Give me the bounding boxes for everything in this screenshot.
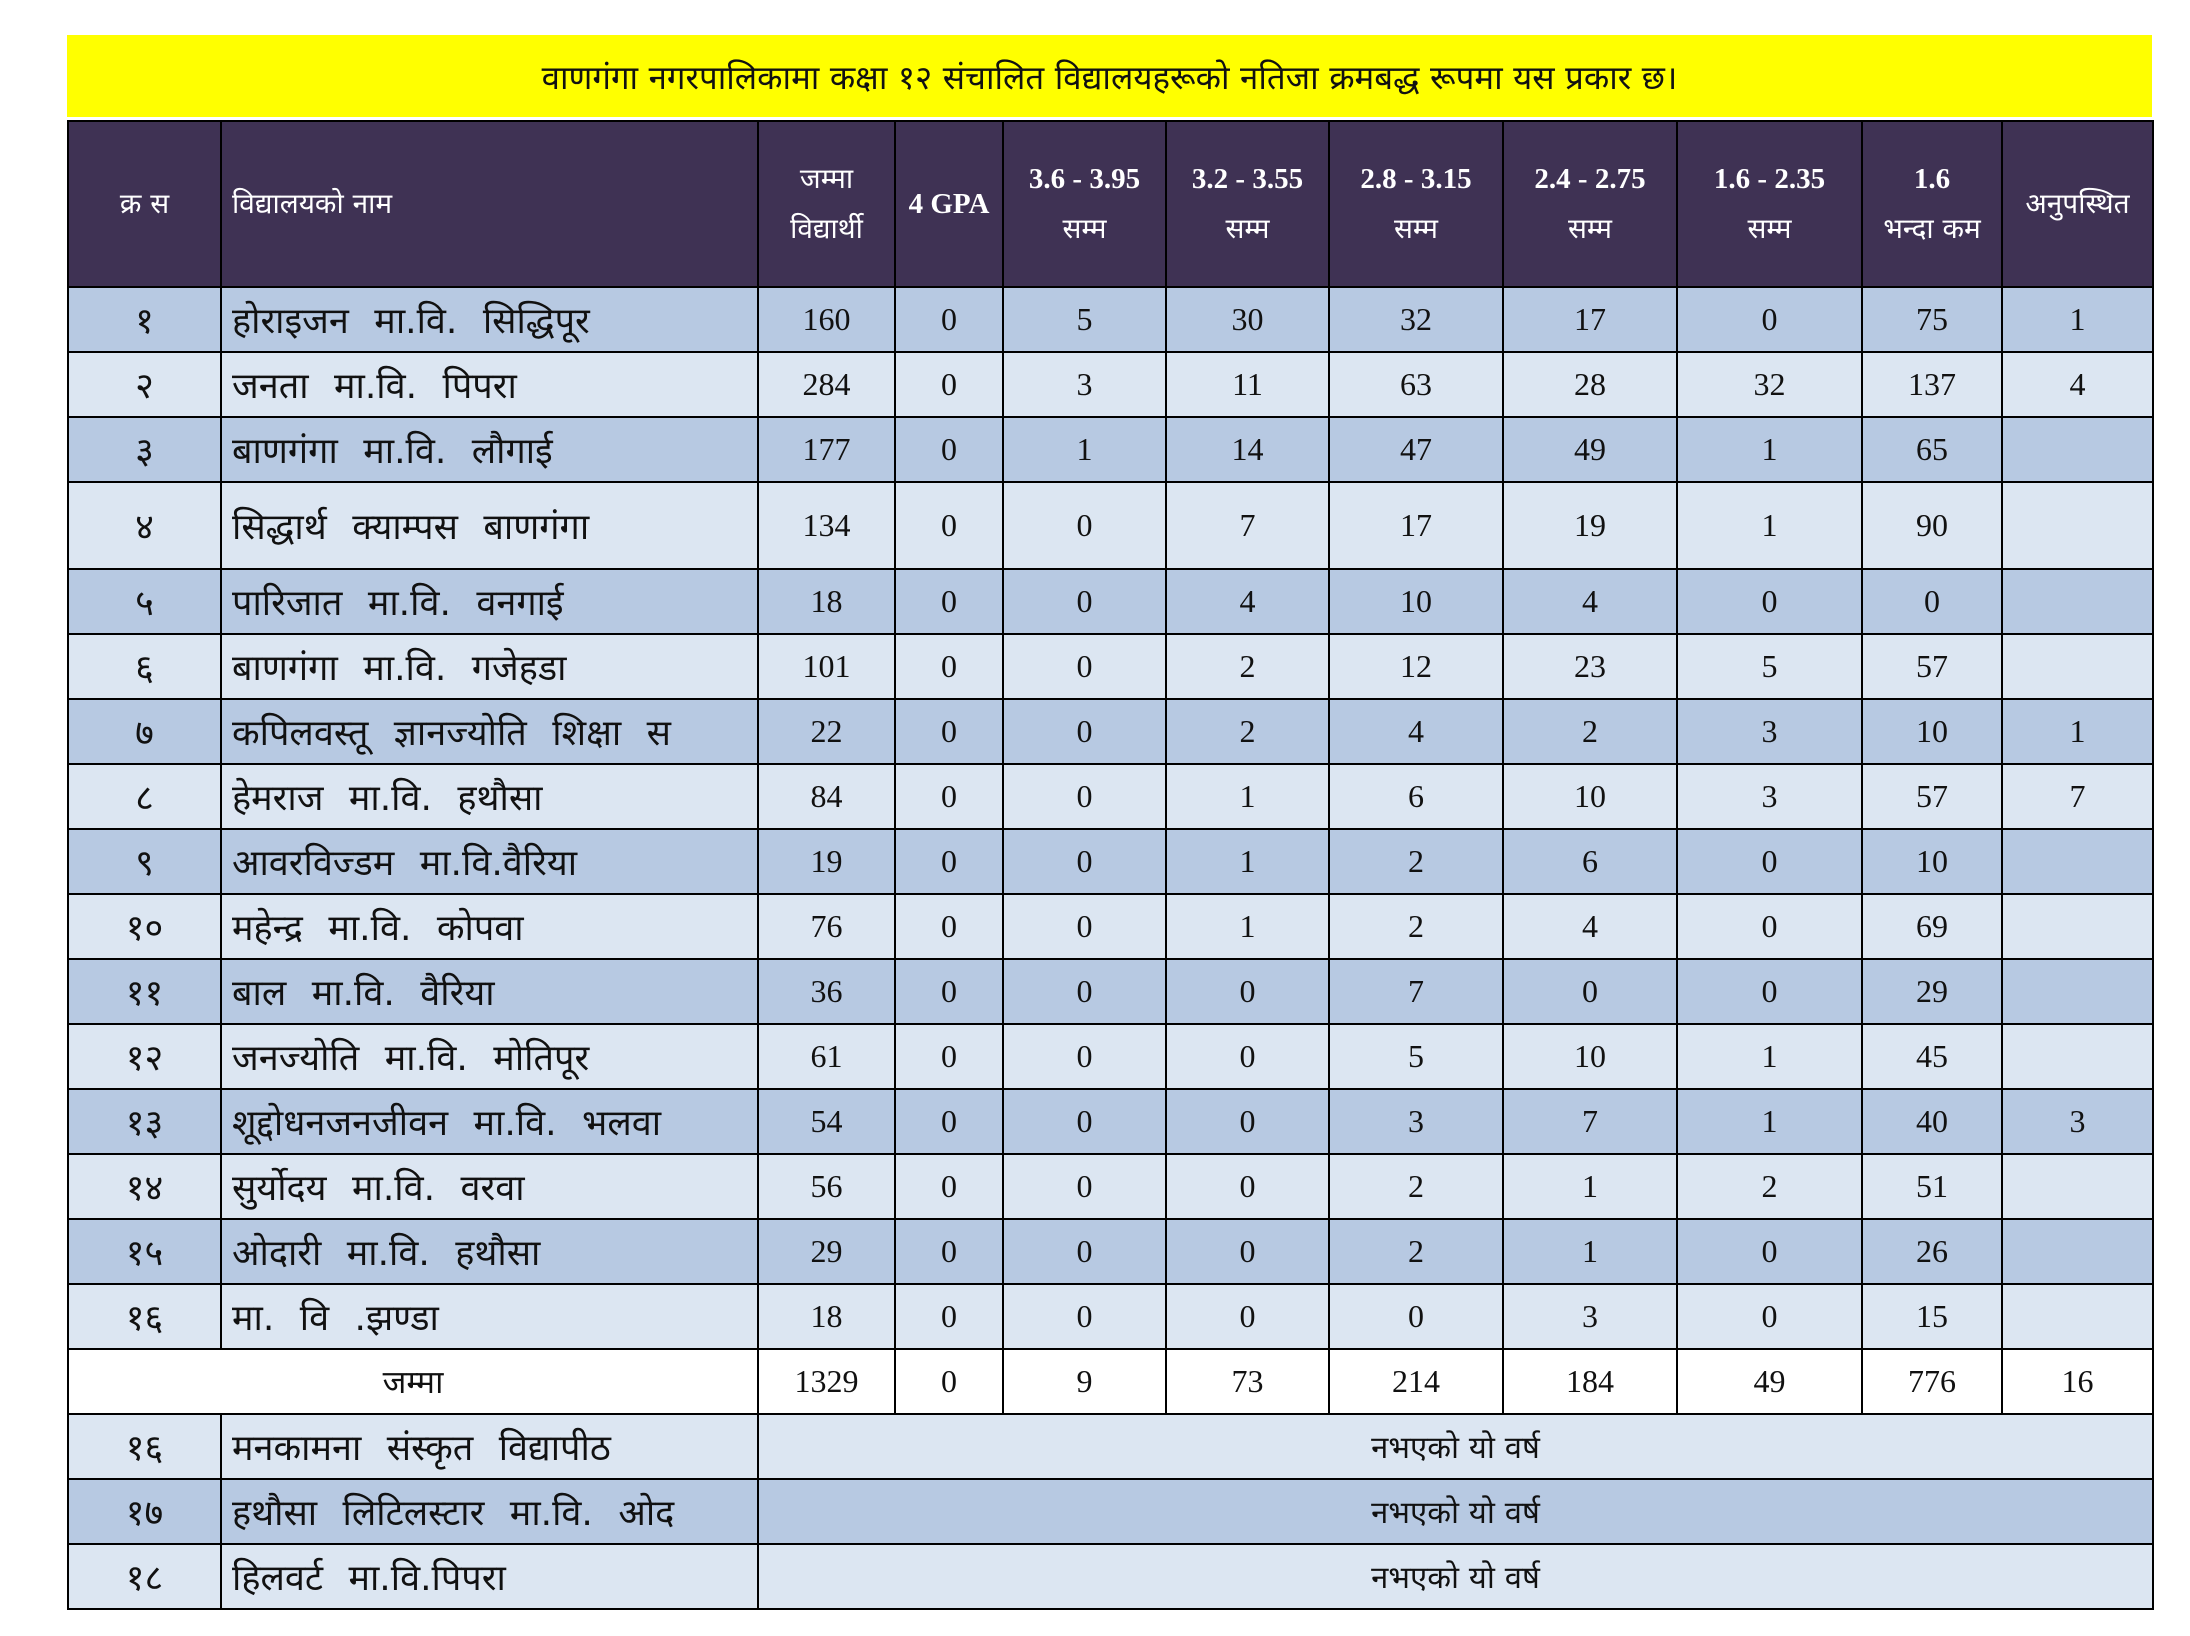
cell-range-1: 0 <box>1003 829 1166 894</box>
cell-range-6: 29 <box>1862 959 2002 1024</box>
cell-range-5: 0 <box>1677 894 1862 959</box>
school-name: हिलवर्ट मा.वि.पिपरा <box>221 1544 758 1609</box>
school-name: होराइजन मा.वि. सिद्धिपूर <box>221 287 758 352</box>
cell-gpa4: 0 <box>895 352 1003 417</box>
row-sn: १८ <box>68 1544 221 1609</box>
table-row <box>68 959 2153 1024</box>
cell-total: 22 <box>758 699 895 764</box>
cell-absent <box>2002 1154 2153 1219</box>
row-sn: १ <box>68 287 221 352</box>
cell-range-1: 3 <box>1003 352 1166 417</box>
cell-range-5: 1 <box>1677 1089 1862 1154</box>
row-sn: १२ <box>68 1024 221 1089</box>
cell-range-3: 0 <box>1329 1284 1503 1349</box>
cell-range-6: 40 <box>1862 1089 2002 1154</box>
school-name: हथौसा लिटिलस्टार मा.वि. ओद <box>221 1479 758 1544</box>
table-row <box>68 1284 2153 1349</box>
row-sn: १५ <box>68 1219 221 1284</box>
cell-range-2: 2 <box>1166 699 1329 764</box>
row-sn: ६ <box>68 634 221 699</box>
cell-range-6: 57 <box>1862 764 2002 829</box>
cell-gpa4: 0 <box>895 1219 1003 1284</box>
table-row <box>68 417 2153 482</box>
row-sn: १६ <box>68 1414 221 1479</box>
cell-range-2: 4 <box>1166 569 1329 634</box>
cell-total: 36 <box>758 959 895 1024</box>
cell-range-3: 2 <box>1329 1154 1503 1219</box>
cell-range-5: 0 <box>1677 569 1862 634</box>
cell-range-1: 0 <box>1003 1154 1166 1219</box>
cell-range-3: 17 <box>1329 482 1503 569</box>
cell-range-1: 0 <box>1003 634 1166 699</box>
school-name: जनज्योति मा.वि. मोतिपूर <box>221 1024 758 1089</box>
cell-range-4: 17 <box>1503 287 1677 352</box>
total-gpa4: 0 <box>895 1349 1003 1414</box>
cell-total: 177 <box>758 417 895 482</box>
cell-range-5: 0 <box>1677 1284 1862 1349</box>
cell-gpa4: 0 <box>895 1024 1003 1089</box>
cell-total: 284 <box>758 352 895 417</box>
header-total-students: जम्मा विद्यार्थी <box>758 121 895 287</box>
cell-absent <box>2002 417 2153 482</box>
cell-range-4: 1 <box>1503 1219 1677 1284</box>
cell-range-1: 0 <box>1003 894 1166 959</box>
row-sn: १० <box>68 894 221 959</box>
cell-range-1: 0 <box>1003 699 1166 764</box>
row-sn: १६ <box>68 1284 221 1349</box>
cell-range-6: 15 <box>1862 1284 2002 1349</box>
cell-range-2: 0 <box>1166 1219 1329 1284</box>
cell-range-6: 65 <box>1862 417 2002 482</box>
table-row-not-running <box>68 1544 2153 1609</box>
cell-range-1: 0 <box>1003 1219 1166 1284</box>
cell-absent <box>2002 959 2153 1024</box>
cell-range-3: 47 <box>1329 417 1503 482</box>
header-school-name: विद्यालयको नाम <box>221 121 758 287</box>
cell-absent <box>2002 1219 2153 1284</box>
cell-range-5: 0 <box>1677 959 1862 1024</box>
school-name: सिद्धार्थ क्याम्पस बाणगंगा <box>221 482 758 569</box>
cell-range-6: 137 <box>1862 352 2002 417</box>
cell-range-5: 1 <box>1677 417 1862 482</box>
school-name: बाणगंगा मा.वि. लौगाई <box>221 417 758 482</box>
table-row <box>68 699 2153 764</box>
cell-total: 84 <box>758 764 895 829</box>
cell-range-2: 0 <box>1166 1024 1329 1089</box>
cell-gpa4: 0 <box>895 764 1003 829</box>
cell-range-2: 2 <box>1166 634 1329 699</box>
cell-range-1: 0 <box>1003 1284 1166 1349</box>
header-range-5: 1.6 - 2.35 सम्म <box>1677 121 1862 287</box>
cell-gpa4: 0 <box>895 634 1003 699</box>
cell-range-6: 69 <box>1862 894 2002 959</box>
cell-absent <box>2002 634 2153 699</box>
cell-range-2: 1 <box>1166 829 1329 894</box>
table-row <box>68 352 2153 417</box>
cell-range-5: 0 <box>1677 829 1862 894</box>
cell-range-6: 10 <box>1862 699 2002 764</box>
total-row <box>68 1349 2153 1414</box>
cell-range-4: 28 <box>1503 352 1677 417</box>
table-row <box>68 894 2153 959</box>
cell-absent <box>2002 1024 2153 1089</box>
cell-range-6: 57 <box>1862 634 2002 699</box>
cell-range-5: 3 <box>1677 764 1862 829</box>
cell-range-4: 3 <box>1503 1284 1677 1349</box>
row-sn: ९ <box>68 829 221 894</box>
cell-range-4: 23 <box>1503 634 1677 699</box>
cell-range-5: 32 <box>1677 352 1862 417</box>
school-name: पारिजात मा.वि. वनगाई <box>221 569 758 634</box>
cell-gpa4: 0 <box>895 417 1003 482</box>
cell-gpa4: 0 <box>895 287 1003 352</box>
cell-range-4: 10 <box>1503 764 1677 829</box>
cell-range-4: 19 <box>1503 482 1677 569</box>
cell-range-4: 4 <box>1503 569 1677 634</box>
cell-gpa4: 0 <box>895 959 1003 1024</box>
cell-range-6: 26 <box>1862 1219 2002 1284</box>
cell-range-1: 0 <box>1003 569 1166 634</box>
cell-total: 19 <box>758 829 895 894</box>
cell-absent: 3 <box>2002 1089 2153 1154</box>
total-label: जम्मा <box>68 1349 758 1414</box>
cell-range-3: 10 <box>1329 569 1503 634</box>
cell-range-3: 2 <box>1329 894 1503 959</box>
cell-gpa4: 0 <box>895 894 1003 959</box>
cell-absent <box>2002 569 2153 634</box>
cell-absent <box>2002 829 2153 894</box>
cell-range-4: 6 <box>1503 829 1677 894</box>
table-row-not-running <box>68 1414 2153 1479</box>
table-row <box>68 1024 2153 1089</box>
cell-range-1: 5 <box>1003 287 1166 352</box>
row-sn: २ <box>68 352 221 417</box>
header-gpa4: 4 GPA <box>895 121 1003 287</box>
cell-range-5: 1 <box>1677 482 1862 569</box>
cell-total: 76 <box>758 894 895 959</box>
school-name: मा. वि .झण्डा <box>221 1284 758 1349</box>
school-name: बाणगंगा मा.वि. गजेहडा <box>221 634 758 699</box>
cell-total: 56 <box>758 1154 895 1219</box>
table-row <box>68 1154 2153 1219</box>
cell-range-5: 0 <box>1677 1219 1862 1284</box>
header-sn: क्र स <box>68 121 221 287</box>
total-range-3: 214 <box>1329 1349 1503 1414</box>
table-row <box>68 569 2153 634</box>
cell-absent: 1 <box>2002 287 2153 352</box>
cell-range-2: 11 <box>1166 352 1329 417</box>
cell-gpa4: 0 <box>895 1154 1003 1219</box>
header-row <box>68 121 2153 287</box>
cell-range-3: 2 <box>1329 829 1503 894</box>
cell-range-4: 10 <box>1503 1024 1677 1089</box>
cell-range-2: 7 <box>1166 482 1329 569</box>
school-name: शूद्दोधनजनजीवन मा.वि. भलवा <box>221 1089 758 1154</box>
cell-total: 160 <box>758 287 895 352</box>
cell-gpa4: 0 <box>895 482 1003 569</box>
not-this-year-note: नभएको यो वर्ष <box>758 1544 2153 1609</box>
cell-range-3: 12 <box>1329 634 1503 699</box>
cell-range-2: 14 <box>1166 417 1329 482</box>
cell-gpa4: 0 <box>895 1089 1003 1154</box>
cell-range-2: 0 <box>1166 1089 1329 1154</box>
cell-range-6: 51 <box>1862 1154 2002 1219</box>
cell-range-6: 10 <box>1862 829 2002 894</box>
cell-range-2: 0 <box>1166 959 1329 1024</box>
table-row <box>68 482 2153 569</box>
cell-total: 134 <box>758 482 895 569</box>
total-range-5: 49 <box>1677 1349 1862 1414</box>
total-range-2: 73 <box>1166 1349 1329 1414</box>
row-sn: १७ <box>68 1479 221 1544</box>
cell-range-5: 3 <box>1677 699 1862 764</box>
school-name: ओदारी मा.वि. हथौसा <box>221 1219 758 1284</box>
cell-absent <box>2002 894 2153 959</box>
not-this-year-note: नभएको यो वर्ष <box>758 1414 2153 1479</box>
row-sn: ७ <box>68 699 221 764</box>
cell-absent <box>2002 482 2153 569</box>
cell-range-3: 4 <box>1329 699 1503 764</box>
table-row <box>68 634 2153 699</box>
table-row <box>68 1089 2153 1154</box>
cell-absent: 7 <box>2002 764 2153 829</box>
cell-range-1: 0 <box>1003 1024 1166 1089</box>
school-name: जनता मा.वि. पिपरा <box>221 352 758 417</box>
cell-range-6: 75 <box>1862 287 2002 352</box>
cell-range-4: 1 <box>1503 1154 1677 1219</box>
row-sn: ४ <box>68 482 221 569</box>
cell-range-2: 1 <box>1166 764 1329 829</box>
cell-range-4: 4 <box>1503 894 1677 959</box>
table-row <box>68 829 2153 894</box>
cell-range-3: 6 <box>1329 764 1503 829</box>
cell-range-1: 0 <box>1003 959 1166 1024</box>
row-sn: ३ <box>68 417 221 482</box>
cell-total: 101 <box>758 634 895 699</box>
cell-range-6: 0 <box>1862 569 2002 634</box>
school-name: कपिलवस्तू ज्ञानज्योति शिक्षा स <box>221 699 758 764</box>
cell-gpa4: 0 <box>895 699 1003 764</box>
cell-range-2: 1 <box>1166 894 1329 959</box>
header-range-3: 2.8 - 3.15 सम्म <box>1329 121 1503 287</box>
table-title: वाणगंगा नगरपालिकामा कक्षा १२ संचालित विद्यालयहरूको नतिजा क्रमबद्ध रूपमा यस प्रकार छ। <box>67 35 2152 117</box>
cell-range-3: 63 <box>1329 352 1503 417</box>
cell-range-5: 5 <box>1677 634 1862 699</box>
cell-range-1: 0 <box>1003 1089 1166 1154</box>
cell-range-4: 7 <box>1503 1089 1677 1154</box>
cell-total: 29 <box>758 1219 895 1284</box>
row-sn: ११ <box>68 959 221 1024</box>
header-range-2: 3.2 - 3.55 सम्म <box>1166 121 1329 287</box>
cell-range-4: 49 <box>1503 417 1677 482</box>
header-range-1: 3.6 - 3.95 सम्म <box>1003 121 1166 287</box>
cell-range-3: 3 <box>1329 1089 1503 1154</box>
cell-range-5: 2 <box>1677 1154 1862 1219</box>
school-name: हेमराज मा.वि. हथौसा <box>221 764 758 829</box>
school-name: महेन्द्र मा.वि. कोपवा <box>221 894 758 959</box>
total-range-4: 184 <box>1503 1349 1677 1414</box>
row-sn: ५ <box>68 569 221 634</box>
cell-range-1: 1 <box>1003 417 1166 482</box>
cell-total: 18 <box>758 569 895 634</box>
cell-range-6: 90 <box>1862 482 2002 569</box>
cell-range-4: 2 <box>1503 699 1677 764</box>
not-this-year-note: नभएको यो वर्ष <box>758 1479 2153 1544</box>
header-range-6: 1.6 भन्दा कम <box>1862 121 2002 287</box>
total-range-6: 776 <box>1862 1349 2002 1414</box>
total-absent: 16 <box>2002 1349 2153 1414</box>
cell-range-1: 0 <box>1003 482 1166 569</box>
cell-absent <box>2002 1284 2153 1349</box>
cell-total: 18 <box>758 1284 895 1349</box>
table-row <box>68 287 2153 352</box>
table-row <box>68 1219 2153 1284</box>
cell-gpa4: 0 <box>895 829 1003 894</box>
header-range-4: 2.4 - 2.75 सम्म <box>1503 121 1677 287</box>
cell-gpa4: 0 <box>895 1284 1003 1349</box>
row-sn: ८ <box>68 764 221 829</box>
cell-gpa4: 0 <box>895 569 1003 634</box>
cell-range-1: 0 <box>1003 764 1166 829</box>
cell-range-2: 30 <box>1166 287 1329 352</box>
cell-range-2: 0 <box>1166 1284 1329 1349</box>
cell-total: 61 <box>758 1024 895 1089</box>
total-students: 1329 <box>758 1349 895 1414</box>
cell-range-3: 32 <box>1329 287 1503 352</box>
results-table <box>67 120 2154 1610</box>
table-row-not-running <box>68 1479 2153 1544</box>
header-absent: अनुपस्थित <box>2002 121 2153 287</box>
cell-range-4: 0 <box>1503 959 1677 1024</box>
cell-total: 54 <box>758 1089 895 1154</box>
cell-range-3: 5 <box>1329 1024 1503 1089</box>
table-row <box>68 764 2153 829</box>
cell-absent: 1 <box>2002 699 2153 764</box>
cell-range-3: 7 <box>1329 959 1503 1024</box>
cell-range-6: 45 <box>1862 1024 2002 1089</box>
school-name: मनकामना संस्कृत विद्यापीठ <box>221 1414 758 1479</box>
school-name: बाल मा.वि. वैरिया <box>221 959 758 1024</box>
row-sn: १३ <box>68 1089 221 1154</box>
school-name: आवरविज्डम मा.वि.वैरिया <box>221 829 758 894</box>
cell-range-5: 0 <box>1677 287 1862 352</box>
cell-range-5: 1 <box>1677 1024 1862 1089</box>
cell-absent: 4 <box>2002 352 2153 417</box>
cell-range-2: 0 <box>1166 1154 1329 1219</box>
row-sn: १४ <box>68 1154 221 1219</box>
cell-range-3: 2 <box>1329 1219 1503 1284</box>
total-range-1: 9 <box>1003 1349 1166 1414</box>
school-name: सुर्योदय मा.वि. वरवा <box>221 1154 758 1219</box>
